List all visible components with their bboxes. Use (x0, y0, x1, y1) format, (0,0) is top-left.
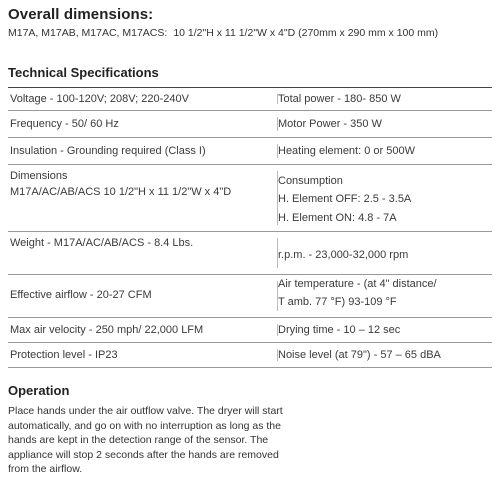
spec-voltage: Voltage - 100-120V; 208V; 220-240V (10, 93, 189, 105)
spec-air-temperature-label: Air temperature - (at 4" distance/ (278, 278, 437, 290)
technical-specifications-heading: Technical Specifications (8, 65, 159, 80)
spec-motor-power: Motor Power - 350 W (278, 118, 382, 130)
specifications-table (8, 87, 492, 368)
spec-row (8, 343, 492, 368)
model-list: M17A, M17AB, M17AC, M17ACS: (8, 27, 168, 39)
operation-description: Place hands under the air outflow valve. The dryer will start automatically, and go on with no interruption as long as the hands are kept in the detection range of the sensor. The appliance will stop 2 seconds after the hands are removed from the airflow. (8, 405, 283, 476)
overall-dimensions-line (8, 27, 438, 39)
overall-dimensions-heading: Overall dimensions: (8, 6, 154, 23)
spec-insulation: Insulation - Grounding required (Class I) (10, 145, 206, 157)
spec-airflow: Effective airflow - 20-27 CFM (10, 289, 152, 301)
spec-total-power: Total power - 180- 850 W (278, 93, 401, 105)
spec-row (8, 275, 492, 318)
spec-row (8, 88, 492, 111)
spec-consumption-off: H. Element OFF: 2.5 - 3.5A (278, 193, 412, 205)
operation-heading: Operation (8, 383, 70, 398)
spec-dimensions-label: Dimensions (10, 170, 68, 182)
spec-drying-time: Drying time - 10 – 12 sec (278, 324, 401, 336)
spec-protection-level: Protection level - IP23 (10, 349, 118, 361)
spec-heating-element: Heating element: 0 or 500W (278, 145, 415, 157)
spec-row (8, 165, 492, 232)
spec-consumption-label: Consumption (278, 175, 343, 187)
spec-row (8, 318, 492, 343)
spec-row (8, 111, 492, 138)
spec-rpm: r.p.m. - 23,000-32,000 rpm (278, 249, 409, 261)
spec-row (8, 138, 492, 165)
dimension-values: 10 1/2"H x 11 1/2"W x 4"D (270mm x 290 mm x 100 mm) (173, 27, 439, 39)
spec-air-temperature-value: T amb. 77 °F) 93-109 °F (278, 296, 397, 308)
spec-noise-level: Noise level (at 79") - 57 – 65 dBA (278, 349, 441, 361)
spec-frequency: Frequency - 50/ 60 Hz (10, 118, 119, 130)
spec-dimensions-value: M17A/AC/AB/ACS 10 1/2"H x 11 1/2"W x 4"D (10, 186, 232, 198)
spec-consumption-on: H. Element ON: 4.8 - 7A (278, 212, 397, 224)
spec-air-velocity: Max air velocity - 250 mph/ 22,000 LFM (10, 324, 204, 336)
spec-row (8, 232, 492, 275)
spec-weight: Weight - M17A/AC/AB/ACS - 8.4 Lbs. (10, 237, 194, 249)
